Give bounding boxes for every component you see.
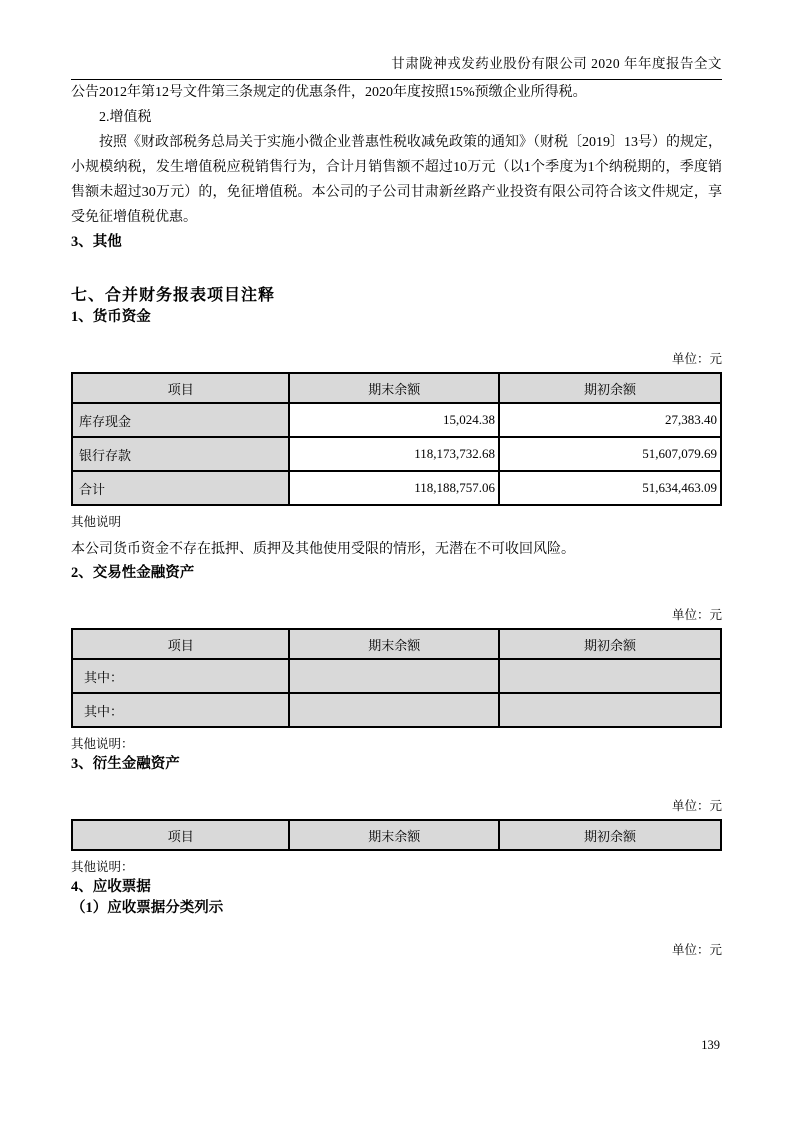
paragraph-income-tax: 公告2012年第12号文件第三条规定的优惠条件，2020年度按照15%预缴企业所得税。 xyxy=(71,85,587,100)
table-row xyxy=(72,693,721,727)
column-header-opening-balance: 期初余额 xyxy=(499,629,721,659)
row-label: 其中： xyxy=(72,693,289,727)
heading-monetary-funds: 1、货币资金 xyxy=(71,309,151,325)
unit-label-table1: 单位：元 xyxy=(671,352,722,366)
row-label: 银行存款 xyxy=(72,437,289,471)
column-header-item: 项目 xyxy=(72,373,289,403)
page-number: 139 xyxy=(701,1038,720,1052)
closing-balance-value xyxy=(289,659,499,693)
column-header-closing-balance: 期末余额 xyxy=(289,373,499,403)
other-note-label: 其他说明 xyxy=(71,515,122,529)
closing-balance-value xyxy=(289,693,499,727)
opening-balance-value: 27,383.40 xyxy=(499,403,721,437)
column-header-opening-balance: 期初余额 xyxy=(499,373,721,403)
table-row xyxy=(72,659,721,693)
document-header xyxy=(71,0,722,80)
heading-consolidated-notes: 七、合并财务报表项目注释 xyxy=(71,287,276,304)
column-header-item: 项目 xyxy=(72,629,289,659)
table-header-row xyxy=(72,373,721,403)
table-header-row xyxy=(72,820,721,850)
other-note-label: 其他说明： xyxy=(71,737,134,751)
unit-label-table4: 单位：元 xyxy=(671,943,722,957)
closing-balance-value: 118,188,757.06 xyxy=(289,471,499,505)
column-header-item: 项目 xyxy=(72,820,289,850)
table-row xyxy=(72,471,721,505)
document-header-title: 甘肃陇神戎发药业股份有限公司 2020 年年度报告全文 xyxy=(391,56,722,71)
column-header-closing-balance: 期末余额 xyxy=(289,629,499,659)
column-header-opening-balance: 期初余额 xyxy=(499,820,721,850)
opening-balance-value: 51,607,079.69 xyxy=(499,437,721,471)
table-row xyxy=(72,403,721,437)
unit-label-table2: 单位：元 xyxy=(671,608,722,622)
monetary-funds-note: 本公司货币资金不存在抵押、质押及其他使用受限的情形，无潜在不可收回风险。 xyxy=(71,542,575,557)
table-row xyxy=(72,437,721,471)
closing-balance-value: 118,173,732.68 xyxy=(289,437,499,471)
monetary-funds-table xyxy=(71,372,722,506)
derivative-financial-assets-table xyxy=(71,819,722,851)
heading-trading-financial-assets: 2、交易性金融资产 xyxy=(71,565,195,581)
opening-balance-value xyxy=(499,693,721,727)
paragraph-vat-policy: 按照《财政部税务总局关于实施小微企业普惠性税收减免政策的通知》（财税〔2019〕13号）的规定，小规模纳税，发生增值税应税销售行为，合计月销售额不超过10万元（以1个季度为1个纳税期的，季度销售额未超过30万元）的，免征增值税。本公司的子公司甘肃新丝路产业投资有限公司符合该文件规定，享受免征增值税优惠。 xyxy=(71,135,722,225)
heading-derivative-financial-assets: 3、衍生金融资产 xyxy=(71,756,180,772)
unit-label-table3: 单位：元 xyxy=(671,799,722,813)
heading-other: 3、其他 xyxy=(71,234,122,250)
opening-balance-value xyxy=(499,659,721,693)
paragraph-vat-title: 2.增值税 xyxy=(99,110,152,125)
other-note-label: 其他说明： xyxy=(71,860,134,874)
heading-notes-receivable-classification: （1）应收票据分类列示 xyxy=(71,900,224,916)
row-label: 合计 xyxy=(72,471,289,505)
closing-balance-value: 15,024.38 xyxy=(289,403,499,437)
row-label: 库存现金 xyxy=(72,403,289,437)
heading-notes-receivable: 4、应收票据 xyxy=(71,879,151,895)
row-label: 其中： xyxy=(72,659,289,693)
opening-balance-value: 51,634,463.09 xyxy=(499,471,721,505)
trading-financial-assets-table xyxy=(71,628,722,728)
table-header-row xyxy=(72,629,721,659)
column-header-closing-balance: 期末余额 xyxy=(289,820,499,850)
